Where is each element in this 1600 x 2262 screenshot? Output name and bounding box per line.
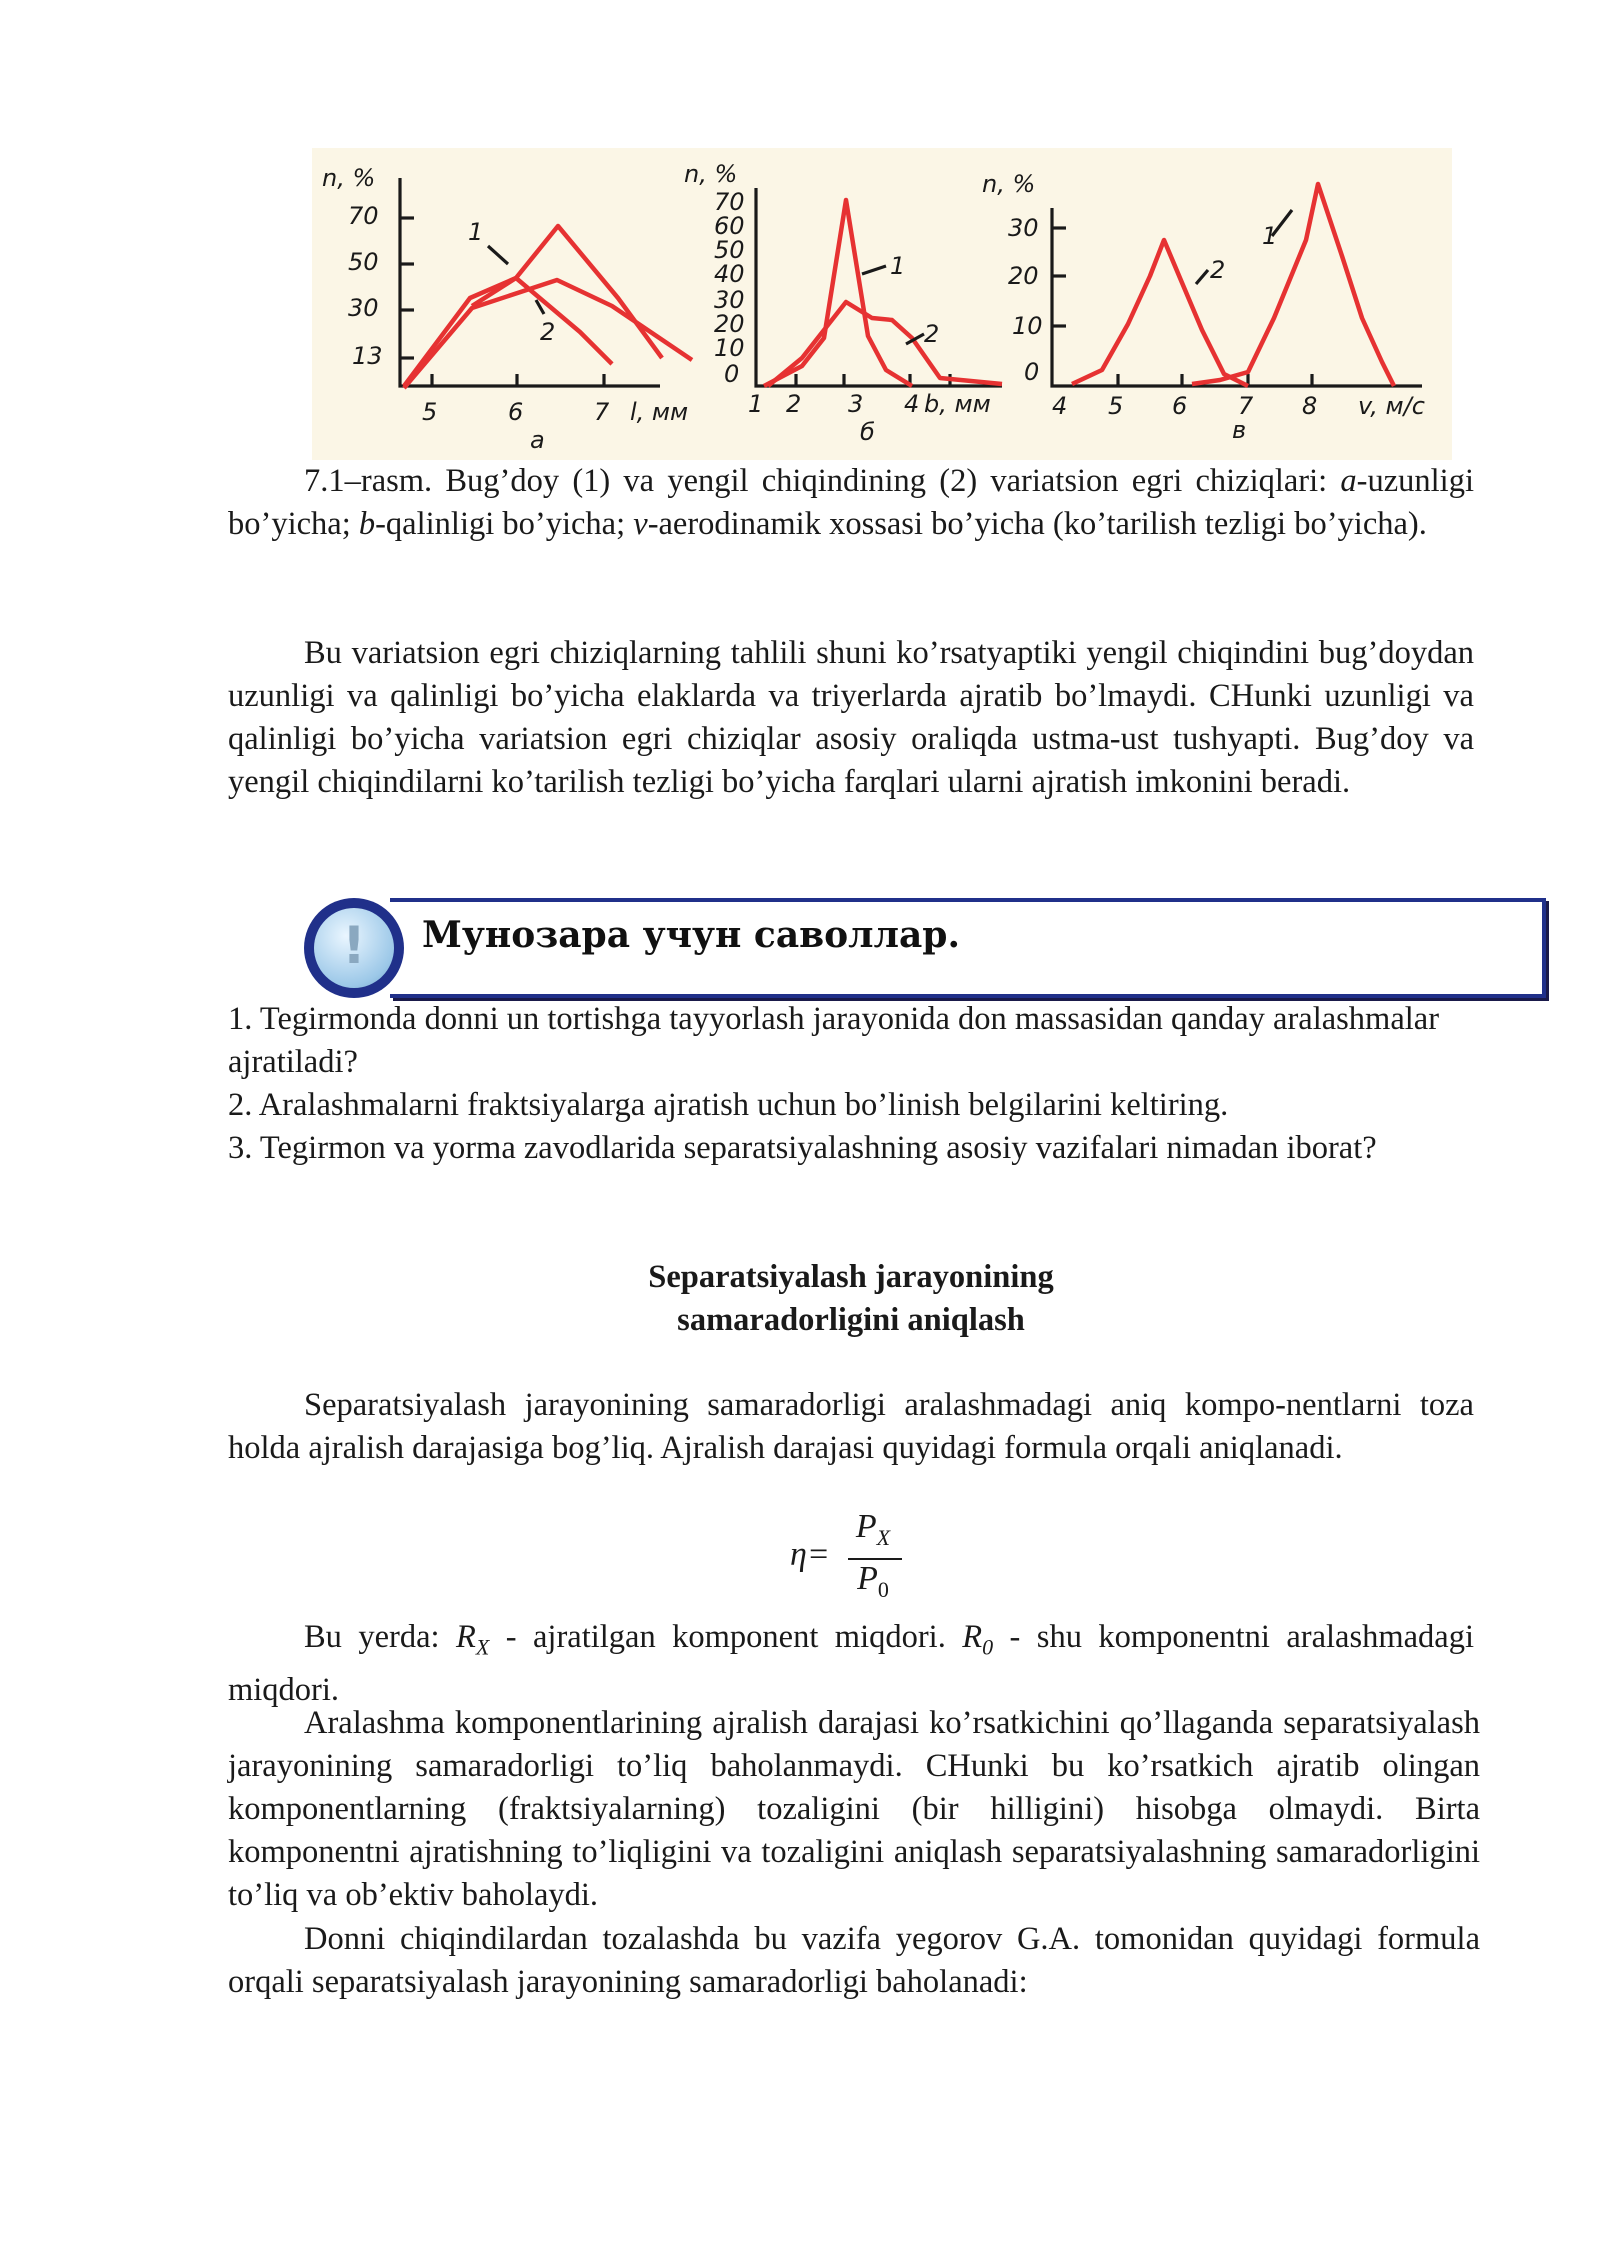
panel-a-curve-label: 2 — [540, 318, 556, 346]
caption-v: v — [633, 506, 648, 542]
question-item: 2. Aralashmalarni fraktsiyalarga ajratish uchun bo’linish belgilarini keltiring. — [228, 1087, 1229, 1123]
section-heading-line: Separatsiyalash jarayonining — [648, 1259, 1054, 1295]
panel-b-curve-label: 2 — [924, 320, 940, 348]
panel-b-xtick: 4 — [904, 390, 920, 418]
panel-a-ytick: 30 — [348, 294, 379, 322]
panel-b-ytick: 50 — [714, 236, 745, 264]
formula-numerator — [846, 1508, 900, 1551]
panel-b-xtick: 2 — [786, 390, 802, 418]
formula-num: P — [855, 1508, 877, 1545]
figure-caption — [228, 460, 1474, 546]
panel-b-xtick: 1 — [748, 390, 764, 418]
panel-c-ytick: 30 — [1008, 214, 1039, 242]
panel-c-xtick: 4 — [1052, 392, 1068, 420]
panel-a-ytick: 50 — [348, 248, 379, 276]
panel-a-curve-label: 1 — [468, 218, 484, 246]
panel-b-curve-label: 1 — [890, 252, 906, 280]
panel-b-x-unit: b, мм — [924, 390, 991, 418]
section-heading-line: samaradorligini aniqlash — [677, 1302, 1025, 1338]
definitions-text: - ajratilgan komponent miqdori. — [489, 1619, 963, 1655]
separation-degree-formula — [790, 1508, 910, 1608]
formula-den: P — [857, 1560, 878, 1597]
panel-a — [322, 164, 692, 454]
caption-text: 7.1–rasm. Bug’doy (1) va yengil chiqindining (2) variatsion egri chiziqlari: — [304, 463, 1341, 499]
panel-a-y-unit: n, % — [322, 164, 376, 192]
panel-c-y-unit: n, % — [982, 170, 1036, 198]
formula-num-sub: X — [876, 1524, 891, 1550]
questions-list — [228, 998, 1474, 1170]
exclamation-icon — [304, 898, 404, 998]
panel-a-y-ticks — [348, 202, 414, 370]
paragraph-analysis: Bu variatsion egri chiziqlarning tahlili shuni ko’rsatyaptiki yengil chiqindini bug’doydan uzunligi va qalinligi bo’yicha elaklarda va triyerlarda ajratib bo’lmaydi. CHunki uzunligi va qalinligi bo’yicha variatsion egri chiziqlar asosiy oraliqda ustma-ust tushyapti. Bug’doy va yengil chiqindilarni ko’tarilish tezligi bo’yicha farqlari ularni ajratish imkonini beradi. — [228, 635, 1474, 800]
panel-a-ytick: 13 — [352, 342, 383, 370]
panel-b-ytick: 0 — [724, 360, 740, 388]
paragraph-egorov-formula: Donni chiqindilardan tozalashda bu vazifa yegorov G.A. tomonidan quyidagi formula orqali separatsiyalash jarayonining samaradorligi baholanadi: — [228, 1921, 1480, 2000]
caption-b: b — [358, 506, 376, 542]
caption-text: -aerodinamik xossasi bo’yicha (ko’tarilish tezligi bo’yicha). — [647, 506, 1427, 542]
panel-c-y-ticks — [1008, 214, 1066, 386]
rx-sub: X — [475, 1634, 490, 1660]
panel-b-letter: б — [860, 418, 875, 446]
variation-curves-figure — [312, 148, 1452, 460]
panel-c-ytick: 10 — [1012, 312, 1043, 340]
definitions-text: - shu komponentni aralashmadagi miqdori. — [228, 1619, 1475, 1708]
r0-sub: 0 — [982, 1634, 994, 1660]
panel-b-ytick: 40 — [714, 260, 745, 288]
questions-box-title: Мунозара учун саволлар. — [422, 914, 960, 956]
panel-b — [684, 160, 1002, 446]
paragraph-completeness: Aralashma komponentlarining ajralish darajasi ko’rsatkichini qo’llaganda separatsiyalash jarayonining samaradorligi to’liq baholanmaydi. CHunki bu ko’rsatkich ajratib olingan komponentlarning (fraktsiyalarning) tozaligini (bir hilligini) hisobga olmaydi. Birta komponentni ajratishning to’liqligini va tozaligini aniqlash separatsiyalashning samaradorligini to’liq va ob’ektiv baholaydi. — [228, 1705, 1480, 1913]
panel-b-ytick: 60 — [714, 212, 745, 240]
panel-c-ytick: 20 — [1008, 262, 1039, 290]
panel-a-letter: а — [530, 426, 545, 454]
panel-c-curve-1 — [1192, 184, 1394, 386]
panel-b-leader-1 — [862, 266, 886, 274]
panel-b-ytick: 70 — [714, 188, 745, 216]
formula-lhs: η= — [790, 1536, 830, 1573]
panel-c-curve-label: 1 — [1262, 222, 1278, 250]
panel-a-axes — [400, 178, 660, 386]
panel-b-curve-2 — [768, 302, 1002, 386]
panel-b-ytick: 20 — [714, 310, 745, 338]
panel-b-y-unit: n, % — [684, 160, 738, 188]
panel-a-xtick: 5 — [422, 398, 438, 426]
panel-a-x-unit: l, мм — [630, 398, 689, 426]
section-heading — [228, 1256, 1474, 1342]
panel-a-leader-1 — [488, 246, 508, 264]
rx-symbol: R — [456, 1619, 476, 1655]
exclamation-glyph: ! — [342, 916, 366, 976]
panel-c-letter: в — [1232, 416, 1247, 444]
question-item: 3. Tegirmon va yorma zavodlarida separatsiyalashning asosiy vazifalari nimadan iborat? — [228, 1130, 1377, 1166]
caption-text: -uzunligi bo’yicha; — [228, 463, 1474, 542]
question-item: 1. Tegirmonda donni un tortishga tayyorlash jarayonida don massasidan qanday aralashmalar ajratiladi? — [228, 1001, 1440, 1080]
panel-b-ytick: 10 — [714, 334, 745, 362]
panel-b-xtick: 3 — [848, 390, 864, 418]
panel-c — [982, 170, 1425, 444]
formula-den-sub: 0 — [877, 1576, 889, 1602]
panel-c-xtick: 6 — [1172, 392, 1188, 420]
panel-b-ytick: 30 — [714, 286, 745, 314]
panel-a-ytick: 70 — [348, 202, 379, 230]
paragraph-definitions — [228, 1616, 1474, 1712]
definitions-text: Bu yerda: — [304, 1619, 456, 1655]
panel-c-xtick: 8 — [1302, 392, 1318, 420]
panel-a-xtick: 6 — [508, 398, 524, 426]
paragraph-separation-efficiency: Separatsiyalash jarayonining samaradorligi aralashmadagi aniq kompo-nentlarni toza holda ajralish darajasiga bog’liq. Ajralish darajasi quyidagi formula orqali aniqlanadi. — [228, 1387, 1474, 1466]
panel-c-xtick: 7 — [1238, 392, 1254, 420]
formula-denominator — [846, 1560, 900, 1603]
panel-c-xtick: 5 — [1108, 392, 1124, 420]
panel-a-curve-1-peak — [472, 226, 662, 358]
caption-text: -qalinligi bo’yicha; — [375, 506, 634, 542]
r0-symbol: R — [962, 1619, 983, 1655]
panel-c-x-unit: v, м/с — [1358, 392, 1425, 420]
panel-b-curve-1 — [764, 200, 912, 386]
exclamation-icon-inner — [314, 908, 394, 988]
panel-c-leader-2 — [1196, 270, 1208, 284]
figure-svg — [312, 148, 1452, 460]
panel-b-y-ticks — [714, 188, 745, 388]
panel-a-xtick: 7 — [594, 398, 610, 426]
panel-c-curve-label: 2 — [1210, 256, 1226, 284]
panel-c-ytick: 0 — [1024, 358, 1040, 386]
caption-a: a — [1340, 463, 1357, 499]
